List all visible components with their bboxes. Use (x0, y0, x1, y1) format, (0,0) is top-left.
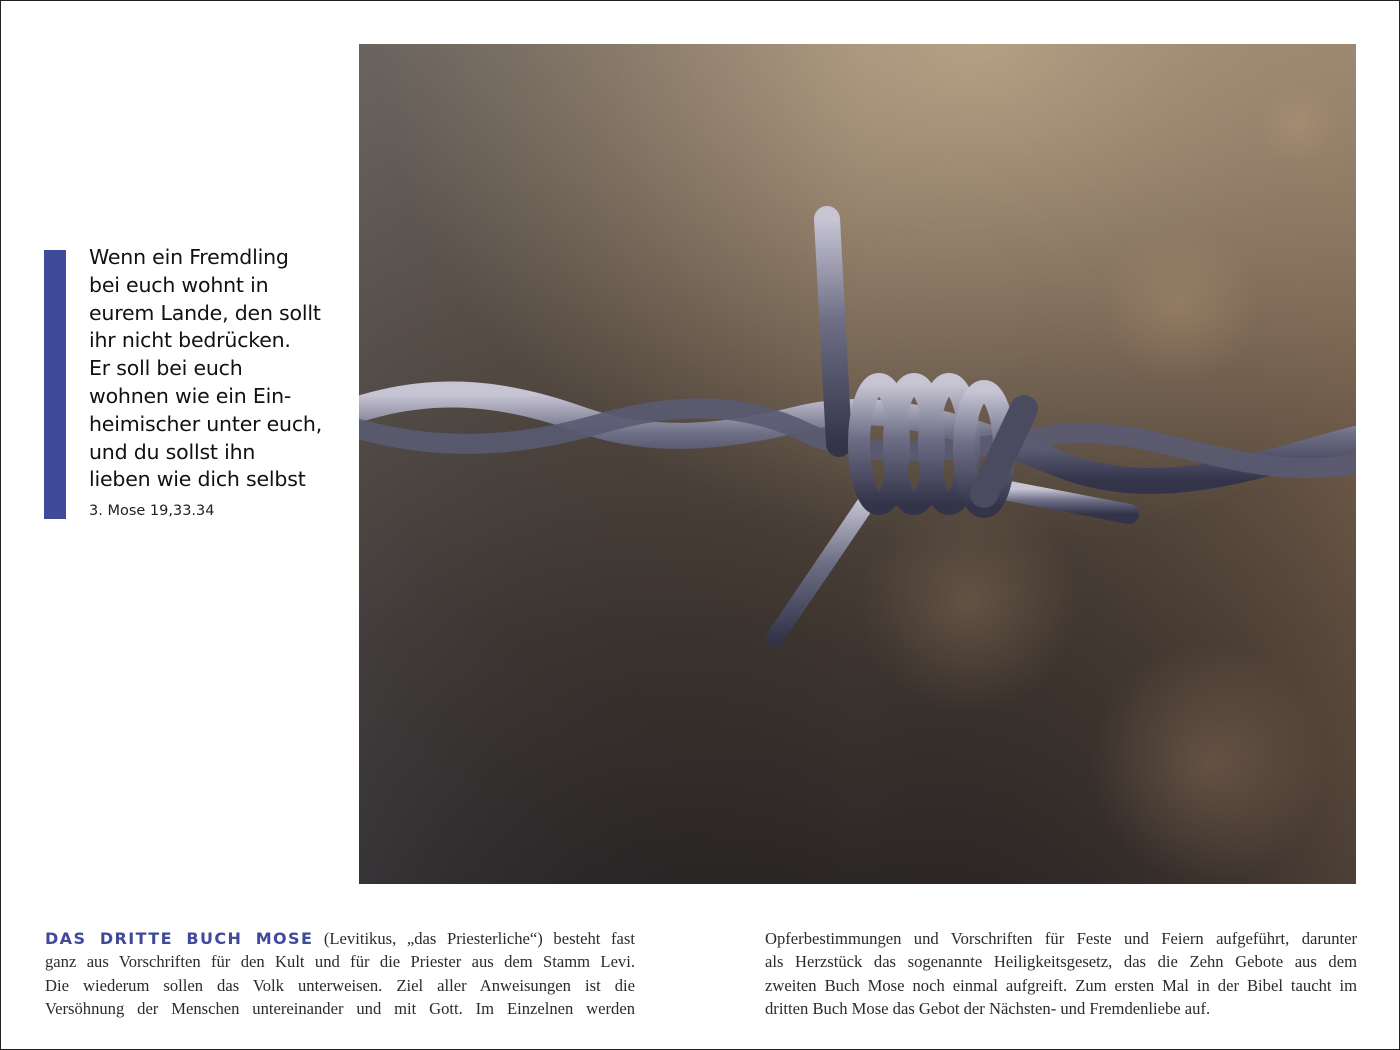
quote-line: heimischer unter euch, (89, 411, 323, 436)
article-line: dritten Buch Mose das Gebot der Nächsten- und Fremdenliebe auf. (765, 999, 1211, 1019)
quote-line: Wenn ein Fremdling (89, 245, 289, 269)
article-line: Versöhnung der Menschen untereinander und mit Gott. Im Einzelnen werden (45, 999, 635, 1019)
barbed-wire-photo (359, 44, 1356, 884)
article-line: Opferbestimmungen und Vorschriften für Feste und Feiern aufgeführt, darunter (765, 929, 1357, 948)
article-heading: DAS DRITTE BUCH MOSE (45, 929, 314, 948)
article-line: ganz aus Vorschriften für den Kult und für die Priester aus dem Stamm Levi. (45, 952, 635, 972)
article-column-right (765, 927, 1357, 1021)
quote-line: bei euch wohnt in (89, 272, 269, 297)
quote-line: lieben wie dich selbst (89, 467, 306, 492)
barbed-wire-image (359, 44, 1356, 884)
article-column-left (45, 927, 635, 1021)
quote-accent-bar (44, 250, 66, 519)
quote-line: ihr nicht bedrücken. (89, 328, 291, 353)
quote-line: und du sollst ihn (89, 439, 256, 464)
article-line: Die wiederum sollen das Volk unterweisen. Ziel aller Anweisungen ist die (45, 975, 635, 995)
quote-reference: 3. Mose 19,33.34 (89, 503, 215, 519)
article-line: zweiten Buch Mose noch einmal aufgreift. Zum ersten Mal in der Bibel taucht im (765, 975, 1357, 995)
quote-line: Er soll bei euch (89, 356, 243, 381)
article-line: DAS DRITTE BUCH MOSE (Levitikus, „das Priesterliche“) besteht fast (45, 929, 635, 948)
article-line: als Herzstück das sogenannte Heiligkeitsgesetz, das die Zehn Gebote aus dem (765, 952, 1357, 972)
quote-line: eurem Lande, den sollt (89, 300, 321, 325)
bible-quote (89, 244, 339, 494)
quote-line: wohnen wie ein Ein- (89, 383, 292, 408)
